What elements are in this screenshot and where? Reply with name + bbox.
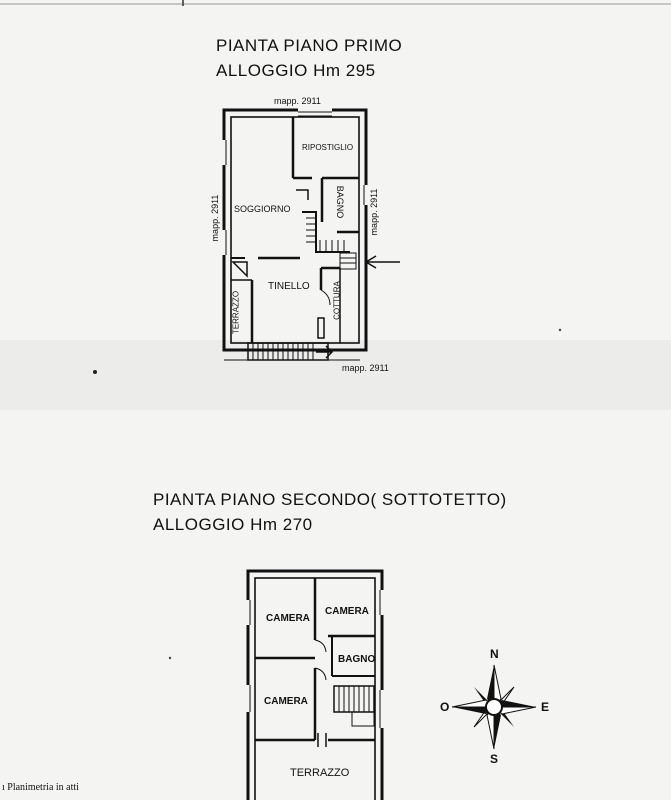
mapp-bottom-label: mapp. 2911 [342,363,389,373]
room-camera-top-right: CAMERA [325,606,369,617]
second-floor-title: PIANTA PIANO SECONDO( SOTTOTETTO) [153,490,507,509]
mapp-top-label: mapp. 2911 [274,96,321,106]
room-bagno-second: BAGNO [338,654,376,665]
mapp-right-label: mapp. 2911 [369,188,379,236]
compass-west-label: O [440,700,450,714]
room-bagno: BAGNO [335,185,345,219]
room-cottura: COTTURA [332,281,342,320]
room-tinello: TINELLO [268,281,310,292]
room-camera-bottom-left: CAMERA [264,696,308,707]
second-floor-subtitle: ALLOGGIO Hm 270 [153,515,313,534]
room-terrazzo-second: TERRAZZO [290,767,350,779]
room-camera-top-left: CAMERA [266,613,310,624]
first-floor-title: PIANTA PIANO PRIMO [216,36,403,55]
compass-north-label: N [490,647,499,661]
caption-planimetria: ı Planimetria in atti [2,782,79,793]
compass-south-label: S [490,752,499,766]
compass-east-label: E [541,700,550,714]
room-ripostiglio: RIPOSTIGLIO [302,143,354,152]
compass-rose [452,665,536,749]
room-soggiorno: SOGGIORNO [234,204,291,214]
room-terrazzo: TERRAZZO [231,290,241,335]
mapp-left-label: mapp. 2911 [210,194,220,242]
first-floor-subtitle: ALLOGGIO Hm 295 [216,61,376,80]
